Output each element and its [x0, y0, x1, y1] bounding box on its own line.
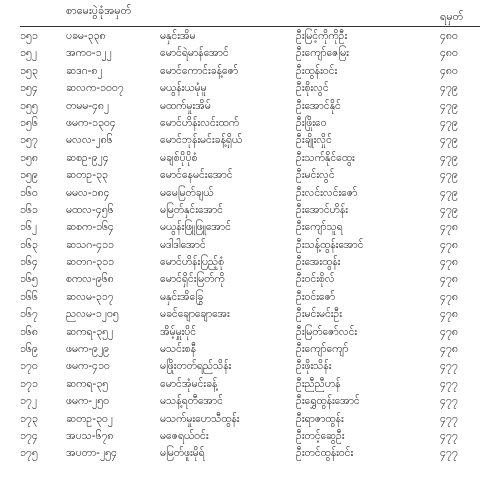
header-rule — [20, 26, 480, 27]
exam-seat-number: ဆကရ-၃၅၂ — [66, 325, 114, 338]
father-name: ဦးမြတ်ဇော်လင်း — [296, 325, 358, 338]
row-number: ၁၅၆ — [20, 116, 38, 129]
marks-value: ၄၇၉ — [440, 169, 458, 182]
table-row — [0, 271, 500, 288]
father-name: ဦးအေးထွန်း — [296, 256, 341, 269]
student-name: အိမ့်မှူးပိုင် — [160, 325, 197, 338]
row-number: ၁၇၅ — [20, 447, 38, 460]
student-name: မထက်မှုးအိမ် — [160, 99, 211, 112]
marks-value: ၄၇၈ — [440, 343, 458, 356]
exam-seat-number: ဖမက-၉၂၉ — [66, 343, 110, 356]
student-name: မမေမြတ်ချယ် — [160, 186, 214, 199]
exam-seat-number: ပခမ-၃၃၈ — [66, 30, 106, 42]
row-number: ၁၇၀ — [20, 360, 38, 373]
father-name: ဦးစိုးလွင် — [296, 82, 329, 95]
student-name: မောင်ရဲမာန်အောင် — [160, 47, 229, 60]
row-number: ၁၆၅ — [20, 273, 38, 286]
exam-seat-number: အကဝ-၁၂၂ — [66, 47, 112, 60]
marks-value: ၄၈၀ — [440, 64, 458, 77]
results-table-body — [0, 28, 500, 463]
row-number: ၁၆၁ — [20, 203, 38, 216]
exam-seat-number: ညလမ-၁၂၀၅ — [66, 308, 119, 321]
father-name: ဦးမင်းလွင် — [296, 169, 335, 182]
exam-seat-number: ဖမက-၄၁၀ — [66, 360, 110, 373]
row-number: ၁၆၂ — [20, 221, 37, 234]
student-name: မောင်ကောင်းခန့်ဇော် — [160, 64, 239, 77]
exam-seat-number: ဖမက-၂၅၀ — [66, 395, 110, 408]
exam-seat-number: အပသ-၆၇၈ — [66, 429, 114, 442]
marks-value: ၄၈၀ — [440, 30, 458, 42]
row-number: ၁၆၄ — [20, 256, 38, 269]
marks-value: ၄၇၉ — [440, 203, 458, 216]
exam-seat-number: ဆတဂ-၃၁၁ — [66, 256, 114, 269]
row-number: ၁၅၄ — [20, 82, 38, 95]
student-name: မဒါဒါအောင် — [160, 238, 206, 251]
marks-value: ၄၇၇ — [440, 412, 458, 425]
marks-value: ၄၇၉ — [440, 186, 458, 199]
father-name: ဦးသက်နိုင်ထွေး — [296, 151, 355, 164]
marks-header: ရမှတ် — [440, 10, 464, 23]
row-number: ၁၇၁ — [20, 377, 38, 390]
row-number: ၁၆၇ — [20, 308, 38, 321]
row-number: ၁၆၈ — [20, 325, 38, 338]
student-name: မောင်ဟိန်းလင်းထက် — [160, 116, 239, 129]
marks-value: ၄၇၉ — [440, 82, 458, 95]
student-name: မဖြိုးတတ်ရည်သိန်း — [160, 360, 232, 373]
father-name: ဦးအောင်ဟိန်း — [296, 203, 348, 216]
table-row — [0, 289, 500, 306]
table-row — [0, 150, 500, 167]
table-row — [0, 341, 500, 358]
student-name: မသင်းစနီ — [160, 343, 196, 356]
table-row — [0, 202, 500, 219]
row-number: ၁၅၃ — [20, 64, 38, 77]
exam-seat-number: မလလ-၂၈၆ — [66, 134, 113, 147]
exam-seat-number: မမလ-၁၈၄ — [66, 186, 110, 199]
table-row — [0, 254, 500, 271]
table-row — [0, 28, 500, 45]
table-row — [0, 98, 500, 115]
row-number: ၁၅၉ — [20, 169, 38, 182]
table-row — [0, 80, 500, 97]
father-name: ဦးကျော်သူရ — [296, 221, 343, 234]
student-name: မသက်မှုးဟေသီထွန်း — [160, 412, 240, 425]
table-row — [0, 237, 500, 254]
student-name: မနှင်းအိမ — [160, 30, 196, 42]
marks-value: ၄၇၈ — [440, 238, 458, 251]
table-row — [0, 393, 500, 410]
student-name: မယွန်းဖြူဖြူအောင် — [160, 221, 231, 234]
father-name: ဦးညီညီဟန် — [296, 377, 341, 390]
table-row — [0, 132, 500, 149]
father-name: ဦးကျော်ကျော် — [296, 343, 349, 356]
row-number: ၁၅၈ — [20, 151, 38, 164]
father-name: ဦးချိုးလှိုင် — [296, 134, 332, 147]
marks-value: ၄၇၈ — [440, 221, 458, 234]
father-name: ဦးသန့်ထွန်းအောင် — [296, 238, 364, 251]
table-row — [0, 376, 500, 393]
exam-seat-number: ဆစက-၁၆၄ — [66, 221, 114, 234]
father-name: ဦးဖိုးသိန်း — [296, 360, 332, 373]
exam-seat-number: ဆကရ-၃၅ — [66, 377, 109, 390]
father-name: ဦးရွှေထွန်းအောင် — [296, 395, 360, 408]
student-name: မမြတ်နှင်းအောင် — [160, 203, 223, 216]
student-name: မချစ်ပိုပိုစံ — [160, 151, 198, 164]
father-name: ဦးဖြိုးဝေ — [296, 116, 327, 129]
father-name: ဦးမင်းမင်းဦး — [296, 308, 342, 321]
marks-value: ၄၇၇ — [440, 447, 458, 460]
row-number: ၁၆၃ — [20, 238, 38, 251]
exam-seat-number: ဆတဥ-၃၃ — [66, 169, 108, 182]
marks-value: ၄၇၉ — [440, 116, 458, 129]
row-number: ၁၆၉ — [20, 343, 38, 356]
student-name: မဇေရယ်ဝင်း — [160, 429, 209, 442]
table-row — [0, 306, 500, 323]
exam-seat-number: ဖမက-၁၃၀၄ — [66, 116, 116, 129]
marks-value: ၄၇၈ — [440, 308, 458, 321]
student-name: မောင်ရှိင်းမြတ်ကို — [160, 273, 225, 286]
father-name: ဦးရာဇာထွန်း — [296, 412, 344, 425]
table-row — [0, 445, 500, 462]
table-row — [0, 324, 500, 341]
marks-value: ၄၇၉ — [440, 151, 458, 164]
table-row — [0, 45, 500, 62]
marks-value: ၄၇၈ — [440, 273, 458, 286]
exam-seat-number: ဆစဥ-၉၂၄ — [66, 151, 109, 164]
row-number: ၁၇၄ — [20, 429, 38, 442]
student-name: မမြတ်ဖူးမိုရ် — [160, 447, 205, 460]
row-number: ၁၆၀ — [20, 186, 38, 199]
table-row — [0, 428, 500, 445]
exam-seat-number-header: စာမေးပွဲခုံအမှတ် — [66, 4, 132, 17]
father-name: ဦးထွန်းဝင်း — [296, 64, 338, 77]
student-name: မောင်ဘုန်းမင်းခန့်ရှိယ် — [160, 134, 243, 147]
exam-seat-number: တမမ-၄၈၂ — [66, 99, 110, 112]
table-row — [0, 411, 500, 428]
row-number: ၁၇၃ — [20, 412, 38, 425]
marks-value: ၄၇၇ — [440, 429, 458, 442]
marks-value: ၄၇၉ — [440, 99, 458, 112]
exam-seat-number: ဆလမ-၃၁၇ — [66, 290, 114, 303]
row-number: ၁၅၇ — [20, 134, 38, 147]
row-number: ၁၅၁ — [20, 30, 38, 42]
student-name: မောင်ဟိန်းပြည့်စုံ — [160, 256, 225, 269]
row-number: ၁၅၅ — [20, 99, 38, 112]
father-name: ဦးလင်းလင်းဇော် — [296, 186, 358, 199]
exam-seat-number: ဆဒဂ-၈၂ — [66, 64, 103, 77]
student-name: မယွန်းယမုံမူ — [160, 82, 207, 95]
row-number: ၁၅၂ — [20, 47, 37, 60]
exam-seat-number: ဆသဂ-၄၁၁ — [66, 238, 114, 251]
marks-value: ၄၇၈ — [440, 325, 458, 338]
exam-seat-number: စကလ-၉၆၈ — [66, 273, 114, 286]
marks-value: ၄၇၈ — [440, 290, 458, 303]
father-name: ဦးတင်ထွန်းဝင်း — [296, 447, 354, 460]
marks-value: ၄၇၇ — [440, 360, 458, 373]
student-name: မောင်အုံမင်းခန့် — [160, 377, 218, 390]
father-name: ဦးဝင်းစိုလ် — [296, 273, 335, 286]
table-row — [0, 185, 500, 202]
marks-value: ၄၇၇ — [440, 395, 458, 408]
student-name: မခင်ချောချောအေး — [160, 308, 230, 321]
father-name: ဦးမြင့်ကိုကိုဦး — [296, 30, 348, 42]
father-name: ဦးတင့်ဆွေဦး — [296, 429, 345, 442]
exam-seat-number: အပတာ-၂၅၄ — [66, 447, 117, 460]
student-name: မောင်နေမင်းအောင် — [160, 169, 233, 182]
exam-seat-number: ဆတဥ-၃၀၂ — [66, 412, 113, 425]
father-name: ဦးကျော်ဇေမြး — [296, 47, 349, 60]
table-row — [0, 63, 500, 80]
table-row — [0, 167, 500, 184]
table-row — [0, 219, 500, 236]
student-name: မသန့်ရတီအောင် — [160, 395, 223, 408]
row-number: ၁၆၆ — [20, 290, 38, 303]
marks-value: ၄၇၉ — [440, 134, 458, 147]
table-row — [0, 358, 500, 375]
marks-value: ၄၇၇ — [440, 377, 458, 390]
student-name: မနှင်းအိခြွေ — [160, 290, 204, 303]
row-number: ၁၇၂ — [20, 395, 37, 408]
exam-seat-number: မထလ-၄၅၆ — [66, 203, 114, 216]
table-row — [0, 115, 500, 132]
father-name: ဦးအောင်နိုင် — [296, 99, 341, 112]
exam-seat-number: ဆလက-၁၀၀၇ — [66, 82, 124, 95]
table-header — [0, 0, 500, 28]
marks-value: ၄၇၈ — [440, 256, 458, 269]
father-name: ဦးဝင်းဇော် — [296, 290, 336, 303]
marks-value: ၄၈၀ — [440, 47, 458, 60]
